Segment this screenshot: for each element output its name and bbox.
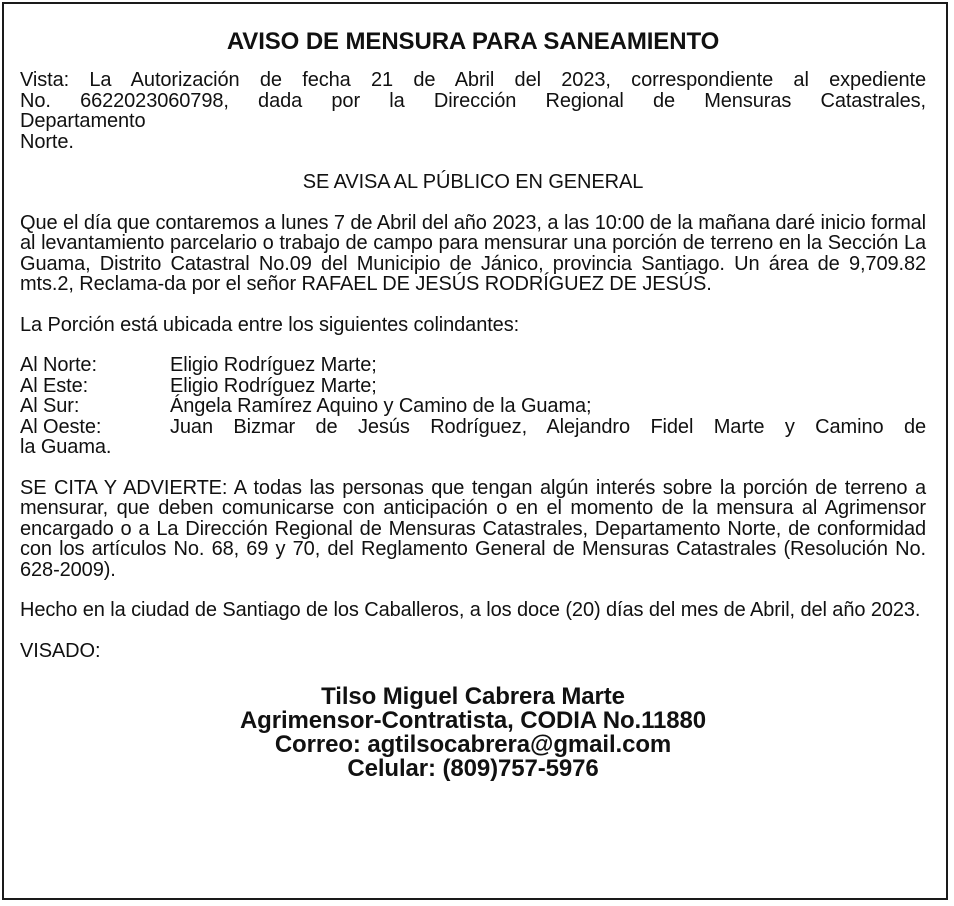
body-paragraph: Que el día que contaremos a lunes 7 de Abril del año 2023, a las 10:00 de la mañana daré inicio formal al levantamiento parcelario o trabajo de campo para mensurar una porción de terreno en la Sección La Guama, Distrito Catastral No.09 del Municipio de Jánico, provincia Santiago. Un área de 9,709.82 mts.2, Reclama-da por el señor RAFAEL DE JESÚS RODRÍGUEZ DE JESÚS. xyxy=(20,211,926,295)
vista-paragraph xyxy=(20,70,926,152)
colindante-value: Eligio Rodríguez Marte; xyxy=(170,374,377,397)
colindante-label: Al Este: xyxy=(20,374,89,397)
vista-line-4: Norte. xyxy=(20,130,74,153)
notice-content xyxy=(20,28,926,781)
colindante-value: Juan Bizmar de Jesús Rodríguez, Alejandro Fidel Marte y Camino de xyxy=(170,415,926,438)
colindante-label: Al Oeste: xyxy=(20,415,102,438)
colindante-value: Ángela Ramírez Aquino y Camino de la Guama; xyxy=(170,395,592,417)
visado-label: VISADO: xyxy=(20,639,101,662)
colindante-row-este xyxy=(20,376,926,397)
colindantes-intro: La Porción está ubicada entre los siguientes colindantes: xyxy=(20,313,520,336)
colindante-label: Al Sur: xyxy=(20,395,80,417)
colindante-row-oeste xyxy=(20,417,926,438)
notice-title: AVISO DE MENSURA PARA SANEAMIENTO xyxy=(226,28,720,55)
colindante-row-norte xyxy=(20,355,926,376)
vista-line-3: Departamento xyxy=(20,110,146,132)
colindante-label: Al Norte: xyxy=(20,354,97,376)
signature-block xyxy=(20,685,926,781)
colindante-value: Eligio Rodríguez Marte; xyxy=(170,354,377,376)
signature-phone: Celular: (809)757-5976 xyxy=(347,755,599,782)
warning-paragraph: SE CITA Y ADVIERTE: A todas las personas que tengan algún interés sobre la porción de terreno a mensurar, que deben comunicarse con anticipación o en el momento de la mensura al Agrimensor encargado o a La Dirección Regional de Mensuras Catastrales, Departamento Norte, de conformidad con los artículos No. 68, 69 y 70, del Reglamento General de Mensuras Catastrales (Resolución No. 628-2009). xyxy=(20,476,926,581)
vista-line-1: Vista: La Autorización de fecha 21 de Abril del 2023, correspondiente al expediente xyxy=(20,69,926,91)
colindante-row-sur xyxy=(20,396,926,417)
vista-line-2: No. 6622023060798, dada por la Dirección Regional de Mensuras Catastrales, xyxy=(20,89,926,112)
place-date-paragraph: Hecho en la ciudad de Santiago de los Caballeros, a los doce (20) días del mes de Abril, del año 2023. xyxy=(20,599,921,621)
signature-role: Agrimensor-Contratista, CODIA No.11880 xyxy=(239,707,707,734)
colindantes-list xyxy=(20,355,926,458)
signature-name: Tilso Miguel Cabrera Marte xyxy=(321,683,625,710)
colindante-tail: la Guama. xyxy=(20,436,112,458)
public-notice-heading: SE AVISA AL PÚBLICO EN GENERAL xyxy=(302,171,644,193)
signature-email: Correo: agtilsocabrera@gmail.com xyxy=(274,731,672,758)
